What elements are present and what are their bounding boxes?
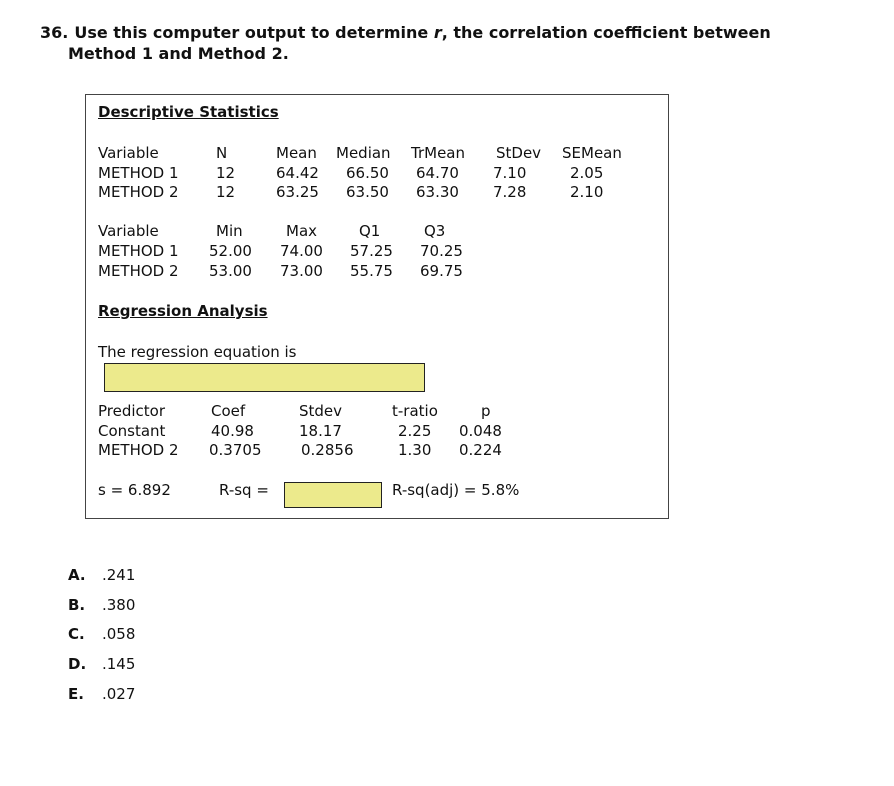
t2-header-q1: Q1 bbox=[359, 222, 381, 240]
t1-header-variable: Variable bbox=[98, 144, 159, 162]
reg-r2-tratio: 1.30 bbox=[398, 441, 432, 459]
regression-analysis-heading: Regression Analysis bbox=[98, 302, 268, 320]
choice-letter: D. bbox=[68, 655, 87, 673]
r-squared-adjusted: R-sq(adj) = 5.8% bbox=[392, 481, 520, 499]
t2-r2-max: 73.00 bbox=[280, 262, 323, 280]
t2-r1-variable: METHOD 1 bbox=[98, 242, 179, 260]
t1-r1-stdev: 7.10 bbox=[493, 164, 527, 182]
t1-r2-variable: METHOD 2 bbox=[98, 183, 179, 201]
reg-header-predictor: Predictor bbox=[98, 402, 166, 420]
reg-r1-stdev: 18.17 bbox=[299, 422, 342, 440]
t1-r2-mean: 63.25 bbox=[276, 183, 319, 201]
question-title bbox=[40, 22, 860, 64]
reg-header-p: p bbox=[481, 402, 491, 420]
t1-r1-trmean: 64.70 bbox=[416, 164, 459, 182]
choice-value: .027 bbox=[102, 685, 136, 703]
choice-letter: C. bbox=[68, 625, 85, 643]
reg-r2-predictor: METHOD 2 bbox=[98, 441, 179, 459]
t2-r2-min: 53.00 bbox=[209, 262, 252, 280]
question-text-b: , the correlation coefficient between bbox=[441, 23, 771, 42]
t2-r2-variable: METHOD 2 bbox=[98, 262, 179, 280]
t1-r2-median: 63.50 bbox=[346, 183, 389, 201]
t1-r2-semean: 2.10 bbox=[570, 183, 604, 201]
choice-letter: B. bbox=[68, 596, 86, 614]
t2-r2-q1: 55.75 bbox=[350, 262, 393, 280]
t2-r1-max: 74.00 bbox=[280, 242, 323, 260]
t2-r1-q3: 70.25 bbox=[420, 242, 463, 260]
choice-d[interactable] bbox=[68, 655, 135, 674]
t2-header-q3: Q3 bbox=[424, 222, 446, 240]
r-squared-label: R-sq = bbox=[219, 481, 269, 499]
reg-header-stdev: Stdev bbox=[299, 402, 343, 420]
t1-header-mean: Mean bbox=[276, 144, 317, 162]
reg-r2-p: 0.224 bbox=[459, 441, 502, 459]
choice-value: .241 bbox=[102, 566, 136, 584]
standard-error-s: s = 6.892 bbox=[98, 481, 171, 499]
regression-equation-label: The regression equation is bbox=[98, 343, 297, 361]
question-variable: r bbox=[433, 23, 442, 42]
t1-r2-n: 12 bbox=[216, 183, 236, 201]
reg-r1-predictor: Constant bbox=[98, 422, 166, 440]
reg-r1-p: 0.048 bbox=[459, 422, 502, 440]
t2-r1-min: 52.00 bbox=[209, 242, 252, 260]
regression-equation-blank bbox=[104, 363, 425, 392]
t2-header-max: Max bbox=[286, 222, 318, 240]
t1-r1-mean: 64.42 bbox=[276, 164, 319, 182]
t1-r2-stdev: 7.28 bbox=[493, 183, 527, 201]
reg-r2-stdev: 0.2856 bbox=[301, 441, 354, 459]
t1-header-median: Median bbox=[336, 144, 391, 162]
reg-header-tratio: t-ratio bbox=[392, 402, 438, 420]
choice-letter: E. bbox=[68, 685, 84, 703]
question-text-line2: Method 1 and Method 2. bbox=[68, 44, 289, 63]
r-squared-blank bbox=[284, 482, 382, 508]
t1-header-trmean: TrMean bbox=[411, 144, 465, 162]
choice-letter: A. bbox=[68, 566, 86, 584]
reg-r1-coef: 40.98 bbox=[211, 422, 254, 440]
t2-r2-q3: 69.75 bbox=[420, 262, 463, 280]
choice-value: .380 bbox=[102, 596, 136, 614]
t2-header-min: Min bbox=[216, 222, 243, 240]
question-number: 36. bbox=[40, 23, 69, 42]
t2-r1-q1: 57.25 bbox=[350, 242, 393, 260]
choice-value: .145 bbox=[102, 655, 136, 673]
choice-e[interactable] bbox=[68, 685, 135, 704]
t1-r2-trmean: 63.30 bbox=[416, 183, 459, 201]
choice-value: .058 bbox=[102, 625, 136, 643]
t2-header-variable: Variable bbox=[98, 222, 159, 240]
question-text-a: Use this computer output to determine bbox=[74, 23, 434, 42]
t1-header-stdev: StDev bbox=[496, 144, 542, 162]
descriptive-statistics-heading: Descriptive Statistics bbox=[98, 103, 279, 121]
t1-r1-variable: METHOD 1 bbox=[98, 164, 179, 182]
t1-header-n: N bbox=[216, 144, 228, 162]
choice-b[interactable] bbox=[68, 596, 135, 615]
reg-r2-coef: 0.3705 bbox=[209, 441, 262, 459]
choice-c[interactable] bbox=[68, 625, 135, 644]
computer-output-panel bbox=[85, 94, 669, 519]
choice-a[interactable] bbox=[68, 566, 135, 585]
reg-header-coef: Coef bbox=[211, 402, 246, 420]
t1-r1-median: 66.50 bbox=[346, 164, 389, 182]
t1-r1-n: 12 bbox=[216, 164, 236, 182]
t1-header-semean: SEMean bbox=[562, 144, 622, 162]
t1-r1-semean: 2.05 bbox=[570, 164, 604, 182]
reg-r1-tratio: 2.25 bbox=[398, 422, 432, 440]
